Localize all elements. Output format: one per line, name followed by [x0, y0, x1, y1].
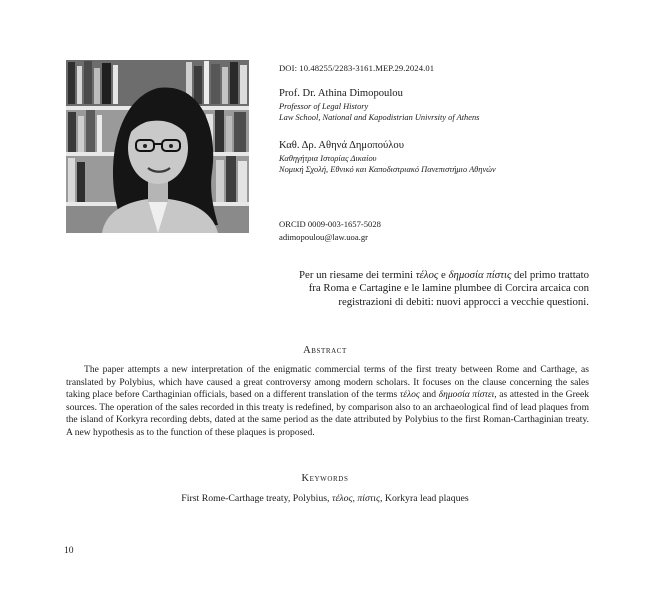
- keyword-greek-term: πίστις: [357, 493, 381, 504]
- author-affiliation-greek: [279, 154, 599, 175]
- author-photo: [66, 60, 249, 233]
- author-institution-greek: Νομική Σχολή, Εθνικό και Καποδιστριακό Πανεπιστήμιο Αθηνών: [279, 164, 496, 174]
- title-line-2: fra Roma e Cartagine e le lamine plumbee di Corcira arcaica con: [308, 282, 589, 295]
- title-line-1: [230, 269, 589, 282]
- title-greek-term: δημοσία πίστις: [448, 269, 512, 281]
- abstract-greek-term: τέλος: [399, 389, 420, 401]
- keywords-list: [0, 493, 650, 504]
- title-text: del primo trattato: [511, 269, 589, 281]
- doi-text: DOI: 10.48255/2283-3161.MEP.29.2024.01: [279, 63, 435, 73]
- author-position-greek: Καθηγήτρια Ιστορίας Δικαίου: [279, 154, 377, 163]
- orcid-id: ORCID 0009-003-1657-5028: [279, 219, 381, 229]
- abstract-text: [66, 364, 589, 440]
- keywords-heading: Keywords: [301, 473, 349, 484]
- title-greek-term: τέλος: [415, 269, 439, 281]
- abstract-greek-term: δημοσία πίστει: [438, 389, 495, 401]
- author-email[interactable]: adimopoulou@law.uoa.gr: [279, 232, 368, 242]
- abstract-text-part: , as attested in the Greek sources. The operation of the sales recorded in this treaty is redefined, by comparison also to an archaeological find of lead plaques from the island of Korkyra recording debts, dated at the same period as the date attributed by Polybius to the first Roman-Carthaginian treaty. A new hypothesis as to the function of these plaques is proposed.: [66, 389, 589, 438]
- keyword-text: , Korkyra lead plaques: [380, 493, 469, 504]
- abstract-text-part: The paper attempts a new interpretation of the enigmatic commercial terms of the first treaty between Rome and Carthage, as translated by Polybius, which have caused a great controversy among modern scholars. It focuses on the clause concerning the sales taking place before Carthaginian officials, based on a different translation of the terms: [66, 364, 589, 401]
- title-line-3: registrazioni di debiti: nuovi approcci a vecchie questioni.: [338, 295, 589, 308]
- page-number: 10: [64, 545, 74, 556]
- abstract-text-part: and: [419, 389, 439, 401]
- author-name: Prof. Dr. Athina Dimopoulou: [279, 88, 403, 99]
- keyword-greek-term: τέλος: [331, 493, 353, 504]
- abstract-heading: Abstract: [303, 345, 347, 356]
- title-text: Per un riesame dei termini: [299, 269, 416, 281]
- title-text: e: [438, 269, 449, 281]
- keyword-text: First Rome-Carthage treaty, Polybius,: [181, 493, 332, 504]
- author-position: Professor of Legal History: [279, 102, 369, 111]
- keyword-separator: ,: [352, 493, 358, 504]
- author-institution: Law School, National and Kapodistrian Univrsity of Athens: [279, 112, 480, 122]
- author-name-greek: Καθ. Δρ. Αθηνά Δημοπούλου: [279, 140, 404, 151]
- article-title: [230, 269, 589, 309]
- author-affiliation: [279, 102, 599, 123]
